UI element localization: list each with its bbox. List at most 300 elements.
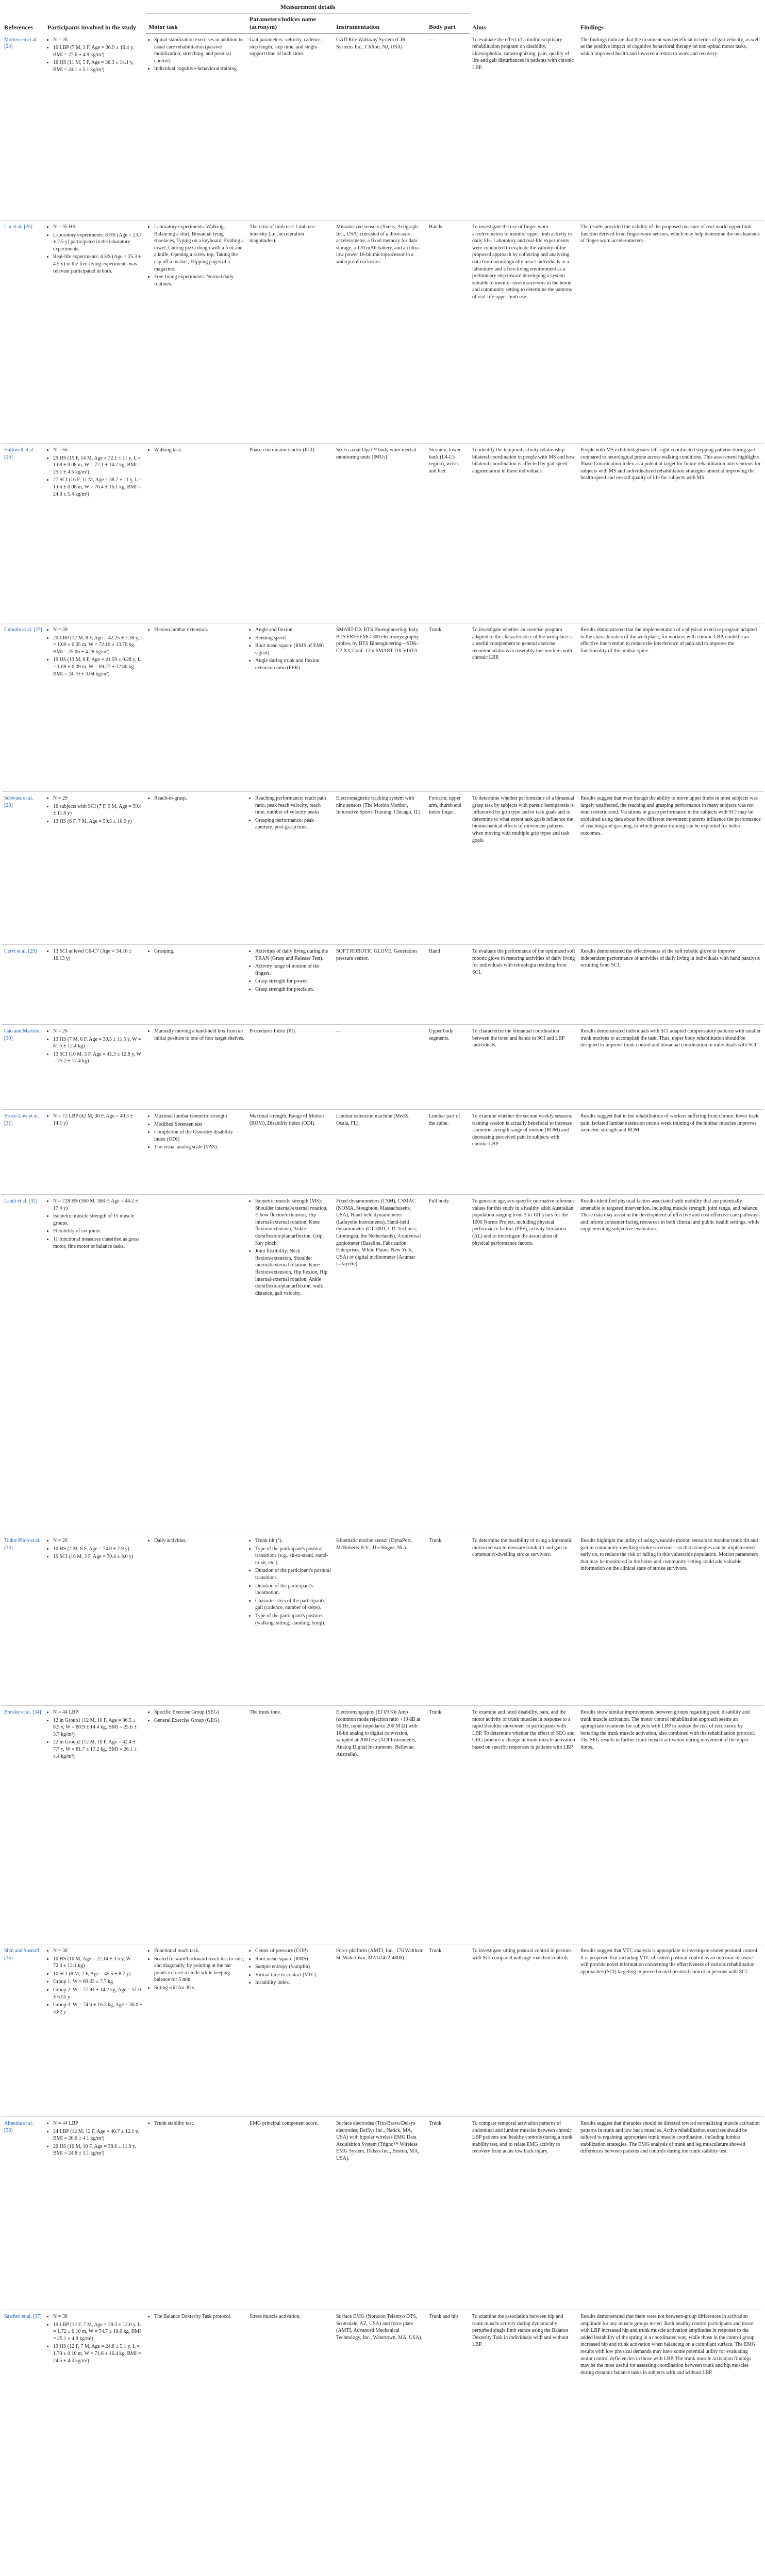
aims-cell — [470, 221, 578, 444]
aims-text: To evaluate the performance of the optimized soft robotic glove in restoring activities of daily living for individuals with tetraplegia resulting from SCI. — [472, 948, 575, 975]
reference-cell[interactable] — [2, 792, 45, 945]
motor-task-cell — [146, 1706, 247, 1944]
list-item: • N = 44 LBP — [53, 1709, 143, 1716]
parameters-text: EMG principal component score. — [250, 2121, 319, 2126]
list-item: • N = 728 HS (360 M, 368 F, Age = 44.2 ± 17.4 y) — [53, 1198, 143, 1212]
list-item: • 16 HS (11 M, 5 F, Age = 36.3 ± 14.1 y, BMI = 24.1 ± 5.1 kg/m²) — [53, 59, 143, 73]
parameters-text: Phase coordination index (PCI). — [250, 447, 316, 453]
list-item: • Instability index. — [255, 1979, 331, 1987]
participants-list — [47, 2120, 143, 2157]
reference-cell[interactable] — [2, 1025, 45, 1110]
list-item: • Duration of the participant's locomotion. — [255, 1583, 331, 1597]
body-part-text: Trunk. — [429, 1538, 443, 1544]
list-item: • Duration of the participant's postural transitions. — [255, 1567, 331, 1581]
list-item: • N = 26 — [53, 37, 143, 44]
list-item: • Isometric muscle strength of 15 muscle groups. — [53, 1213, 143, 1227]
body-part-text: Hands — [429, 224, 442, 230]
findings-text: Results suggest that even though the ability to move upper limbs in most subjects was largely unaffected, the reaching and grasping performance in many subjects was not much deteriorated. Variations in grasp performance in the subjects with SCI may be explained using data about how different movement patterns influence the performance of reaching and grasping, to which greater training can be exploited for better outcomes. — [580, 795, 761, 836]
participants-list — [47, 1113, 143, 1127]
list-item: • 20 LBP (12 M, 8 F, Age = 42.25 ± 7.38 y, L = 1.69 ± 0.05 m, W = 72.10 ± 13.70 kg, BMI = 25.06 ± 4.28 kg/m²) — [53, 635, 143, 656]
participants-cell — [45, 33, 146, 221]
body-part-text: Trunk — [429, 1948, 442, 1954]
parameters-cell — [247, 945, 334, 1025]
reference-link[interactable]: Cervi et al. [29] — [4, 948, 37, 954]
reference-cell[interactable] — [2, 1534, 45, 1706]
motor-task-cell — [146, 1534, 247, 1706]
list-item: • Specific Exercise Group (SEG) — [154, 1709, 244, 1716]
list-item: • 19 HS (12 F, 7 M, Age = 24.8 ± 5.1 y, L = 1.70 ± 0.10 m, W = 71.6 ± 16.4 kg, BMI = 24.5 ± 4.3 kg/m²) — [53, 2343, 143, 2364]
instrumentation-text: Lumbar extension machine (MedX, Ocala, FL). — [336, 1113, 410, 1126]
parameters-cell — [247, 1110, 334, 1195]
parameters-cell — [247, 1195, 334, 1534]
list-item: • Laboratory experiments: 8 HS (Age = 23.7 ± 2.5 y) participated in the laboratory experiments. — [53, 232, 143, 253]
list-item: • Isometric muscle strength (MS): Shoulder internal/external rotation, Elbow flexion/extension, Hip internal/external rotation, Knee flexion/extension, Ankle dorsiflexion/plantarflexion, Grip, Key pinch. — [255, 1198, 331, 1247]
instrumentation-text: Electromagnetic tracking system with nine sensors (The Motion Monitor, Innovative Sports Training, Chicago, IL). — [336, 795, 422, 816]
parameters-text: Gait parameters: velocity, cadence, step length, step time, and single-support time of both sides. — [250, 37, 322, 57]
body-part-cell — [426, 1944, 470, 2117]
list-item: • Walking task. — [154, 447, 244, 454]
findings-text: Results identified physical factors associated with mobility that are potentially amenable to targeted intervention, including muscle strength, joint range, and balance. These data may assist in the development of effective and cost-effective care pathways and inform consumer facing resources in both clinical and public health settings, while supplementing subjective evaluation. — [580, 1198, 760, 1232]
body-part-cell — [426, 33, 470, 221]
motor-task-cell — [146, 2117, 247, 2310]
header-body-part: Body part — [426, 13, 470, 33]
body-part-text: Lumbar part of the spine. — [429, 1113, 460, 1126]
reference-link[interactable]: Liu et al. [25] — [4, 224, 32, 230]
motor-task-list — [148, 948, 244, 955]
findings-cell — [578, 1195, 763, 1534]
list-item: • Maximal lumbar isometric strength — [154, 1113, 244, 1120]
motor-task-list — [148, 1028, 244, 1042]
body-part-text: Upper body segments. — [429, 1028, 454, 1041]
aims-cell — [470, 1534, 578, 1706]
list-item: • Real-life experiments: 4 HS (Age = 25.3 ± 4.5 y) in the free-living experiments was relevant participated in both. — [53, 253, 143, 275]
parameters-list — [250, 1947, 331, 1987]
list-item: • 10 HS (2 M, 8 F, Age = 74.0 ± 7.9 y) — [53, 1546, 143, 1553]
participants-list — [47, 2313, 143, 2364]
aims-text: To generate age, sex-specific normative reference values for this study in a healthy adult Australian population ranging from 3 to 101 years for the 1000 Norms Project, including physical performance factors (PPF), activity limitation (AL) and to investigate the association of physical performance factors. — [472, 1198, 575, 1246]
header-references: References — [4, 23, 33, 31]
participants-cell — [45, 1025, 146, 1110]
reference-cell[interactable] — [2, 444, 45, 623]
parameters-cell — [247, 1025, 334, 1110]
list-item: • Grasp strength for power. — [255, 978, 331, 985]
body-part-cell — [426, 1534, 470, 1706]
participants-cell — [45, 1195, 146, 1534]
list-item: • Activity range of motion of the fingers. — [255, 963, 331, 977]
table-row — [2, 444, 763, 623]
parameters-list — [250, 948, 331, 993]
list-item: • Reach-to-grasp. — [154, 795, 244, 802]
findings-cell — [578, 444, 763, 623]
findings-cell — [578, 33, 763, 221]
reference-cell[interactable] — [2, 1944, 45, 2117]
findings-cell — [578, 1534, 763, 1706]
table-row — [2, 221, 763, 444]
body-part-cell — [426, 2117, 470, 2310]
instrumentation-cell — [334, 1110, 426, 1195]
participants-cell — [45, 1110, 146, 1195]
findings-cell — [578, 623, 763, 792]
participants-cell — [45, 1944, 146, 2117]
instrumentation-text: Kinematic motion sensor (DynaPort, McRoberts B.V., The Hague, NL). — [336, 1538, 412, 1551]
list-item: • 20 HS (10 M, 10 F, Age = 38.6 ± 11.9 y, BMI = 24.8 ± 3.1 kg/m²) — [53, 2143, 143, 2157]
list-item: • Activities of daily living during the TRAN (Grasp and Release Test). — [255, 948, 331, 962]
aims-text: To examine whether the second weekly sessions training session is actually beneficial to increase isometric strength range of motion (ROM) and decreasing perceived pain in subjects with chronic LBP. — [472, 1113, 572, 1147]
instrumentation-text: Surface electrodes (Trio/Bravo/Delsys electrodes; DelSys Inc., Natick, MA, USA) with bipolar wireless EMG Data Acquisition System (Trigno™ Wireless EMG System, Delsys Inc., Boston, MA, USA). — [336, 2121, 420, 2161]
aims-cell — [470, 2310, 578, 2576]
parameters-cell — [247, 1944, 334, 2117]
instrumentation-text: GAITRite Walkway System (CIR Systems Inc., Clifton, NJ, USA) — [336, 37, 406, 50]
findings-cell — [578, 2310, 763, 2576]
list-item: • Functional reach task. — [154, 1947, 244, 1955]
findings-text: Results demonstrated that there were not between-group differences in activation amplitude for any muscle groups tested. Both healthy control participants and those with LBP increased hip and trunk muscle activation amplitudes in response to the added instability of the spring in a coordinated way, while those in the control group increased hip and trunk activation when balancing on a compliant surface. The EMG results with low physical demands may have some potential utility for evaluating motor control deficiencies in those with LBP. The trunk muscle activation findings may be the most useful for assessing coordination between trunk and hip muscles during dynamic balance tasks in subjects with and without LBP. — [580, 2314, 756, 2376]
aims-cell — [470, 1195, 578, 1534]
reference-cell[interactable] — [2, 1110, 45, 1195]
participants-list — [47, 1537, 143, 1561]
header-parameters: Parameters/indices name (acronym) — [247, 13, 334, 33]
list-item: • Virtual time to contact (VTC) — [255, 1972, 331, 1979]
reference-link[interactable]: Shin and Sosnoff [35] — [4, 1948, 40, 1961]
list-item: • Sitting still for 30 s. — [154, 1985, 244, 1992]
body-part-cell — [426, 1195, 470, 1534]
parameters-cell — [247, 2117, 334, 2310]
parameters-list — [250, 1537, 331, 1626]
list-item: • 27 SCI (16 F, 11 M, Age = 38.7 ± 11 y, L = 1.66 ± 0.08 m, W = 76.4 ± 16.1 kg, BMI = 24.8 ± 5.4 kg/m²) — [53, 477, 143, 498]
table-row — [2, 945, 763, 1025]
reference-cell[interactable] — [2, 945, 45, 1025]
participants-cell — [45, 792, 146, 945]
instrumentation-cell — [334, 1534, 426, 1706]
list-item: • Sample entropy (SampEn) — [255, 1963, 331, 1971]
reference-cell[interactable] — [2, 2310, 45, 2576]
findings-text: Results suggest that therapies should be directed toward normalizing muscle activation patterns in trunk and low back muscles. Active rehabilitation exercises should be tailored to regaining appropriate trunk muscle coordination, including lumbar stabilization strategies. The EMG analysis of trunk and leg musculature showed differences between patients and controls during the trunk stability test. — [580, 2121, 760, 2155]
motor-task-list — [148, 37, 244, 73]
instrumentation-cell — [334, 1706, 426, 1944]
parameters-list — [250, 795, 331, 831]
body-part-cell — [426, 221, 470, 444]
findings-text: Results suggest that in the rehabilitation of workers suffering from chronic lower back pain, isolated lumbar extension once a week training of the lumbar muscles improves isometric strength and ROM. — [580, 1113, 759, 1133]
body-part-cell — [426, 792, 470, 945]
participants-cell — [45, 444, 146, 623]
findings-text: People with MS exhibited greater left-right coordinated stepping patterns during gait compared to neurological prone across walking conditions. This assessment highlights Phase Coordination Index as a potential target for future rehabilitation interventions for subjects with MS and individualized rehabilitation strategies aimed at improving the health speed and overall quality of life for subjects with MS. — [580, 447, 761, 481]
parameters-text: Maximal strength, Range of Motion (ROM), Disability index (ODI). — [250, 1113, 324, 1126]
motor-task-cell — [146, 221, 247, 444]
parameters-list — [250, 626, 331, 672]
reference-link[interactable]: Gao and Martins [30] — [4, 1028, 39, 1041]
participants-cell — [45, 221, 146, 444]
list-item: • N = 29 — [53, 795, 143, 802]
parameters-text: Stress muscle activation. — [250, 2314, 301, 2319]
findings-text: The results provided the validity of the proposed measure of real-world upper limb function derived from finger-worn sensors, which may help determine the mechanisms of finger-worn accelerometers. — [580, 224, 760, 244]
findings-text: Results highlight the utility of using wearable motion sensors to monitor trunk tilt and gait in community-dwelling stroke survivors—so that strategies can be implemented early on, to reduce the risk of falling in this vulnerable population. Motion parameters that may be monitored in the home and community setting could add valuable information on the clinical state of stroke survivors. — [580, 1538, 758, 1572]
instrumentation-text: SOFT ROBOTIC GLOVE, Generation pressure sensor. — [336, 948, 417, 961]
table-row — [2, 1944, 763, 2117]
participants-cell — [45, 2117, 146, 2310]
body-part-text: Forearm, upper arm, thumb and index finger. — [429, 795, 462, 816]
list-item: • Individual cognitive-behavioral training — [154, 65, 244, 73]
body-part-text: — — [429, 37, 434, 43]
motor-task-list — [148, 1947, 244, 1992]
participants-list — [47, 37, 143, 74]
list-item: • Trunk tilt (°). — [255, 1537, 331, 1545]
body-part-text: Trunk. — [429, 627, 443, 633]
list-item: • 19 SCI (16 M, 3 F, Age = 70.4 ± 8.0 y) — [53, 1553, 143, 1561]
instrumentation-cell — [334, 623, 426, 792]
body-part-text: Hand — [429, 948, 440, 954]
table-row — [2, 2310, 763, 2576]
motor-task-cell — [146, 1025, 247, 1110]
instrumentation-text: — — [336, 1028, 341, 1034]
list-item: • 24 LBP (12 M, 12 F, Age = 40.7 ± 12.1 y, BMI = 26.6 ± 4.1 kg/m²) — [53, 2128, 143, 2142]
findings-cell — [578, 792, 763, 945]
reference-cell[interactable] — [2, 1195, 45, 1534]
table-row — [2, 1534, 763, 1706]
aims-cell — [470, 1944, 578, 2117]
reference-link[interactable]: Tudor-Pilon et al. [33] — [4, 1538, 41, 1551]
aims-cell — [470, 1706, 578, 1944]
list-item: • 22 in Group2 (12 M, 10 F, Age = 42.4 ± 7.7 y, W = 81.7 ± 17.2 kg, BMI = 26.1 ± 4.4 kg/m²) — [53, 1739, 143, 1760]
body-part-cell — [426, 444, 470, 623]
participants-list — [47, 795, 143, 825]
list-item: • Root mean square (RMS of EMG signal) — [255, 642, 331, 656]
reference-cell[interactable] — [2, 33, 45, 221]
list-item: • 13 SCI (10 M, 3 F, Age = 41.3 ± 12.8 y, W = 75.2 ± 17.4 kg) — [53, 1051, 143, 1065]
participants-cell — [45, 945, 146, 1025]
header-motor-task: Motor task — [146, 13, 247, 33]
body-part-text: Trunk — [429, 1709, 442, 1715]
participants-list — [47, 948, 143, 962]
instrumentation-cell — [334, 945, 426, 1025]
header-measurement-details: Measurement details — [146, 0, 470, 13]
instrumentation-cell — [334, 221, 426, 444]
aims-text: To investigate whether an exercise program adapted to the characteristics of the workplace is a useful complement to general exercise recommendations in assembly line workers with chronic LBP. — [472, 627, 573, 661]
list-item: • 10 SCI (8 M, 2 F, Age = 45.5 ± 8.7 y) — [53, 1971, 143, 1978]
motor-task-list — [148, 1537, 244, 1545]
participants-list — [47, 1028, 143, 1065]
motor-task-cell — [146, 33, 247, 221]
findings-cell — [578, 221, 763, 444]
reference-link[interactable]: Halliwell et al. [26] — [4, 447, 35, 460]
instrumentation-text: Surface EMG (Noraxon Telemyo DTS, Scottsdale, AZ, USA) and force plate (AMTI, Advanced Mechanical Technology, Inc., Watertown, MA, USA). — [336, 2314, 423, 2341]
participants-cell — [45, 1534, 146, 1706]
participants-list — [47, 224, 143, 275]
table-row — [2, 1195, 763, 1534]
body-part-cell — [426, 2310, 470, 2576]
findings-cell — [578, 2117, 763, 2310]
list-item: • Grasping performance: peak aperture, post-grasp time. — [255, 817, 331, 831]
aims-text: To identify the temporal activity relationship bilateral coordination in people with MS and how bilateral coordination is affected by gait speed augmentation in these individuals. — [472, 447, 575, 474]
table-row — [2, 623, 763, 792]
findings-cell — [578, 1025, 763, 1110]
list-item: • 19 LBP (12 F, 7 M, Age = 29.3 ± 12.6 y, L = 1.72 ± 0.10 m, W = 74.7 ± 18.0 kg, BMI = 25.1 ± 4.8 kg/m²) — [53, 2321, 143, 2343]
motor-task-cell — [146, 1944, 247, 2117]
motor-task-list — [148, 2313, 244, 2320]
list-item: • N = 29 — [53, 1537, 143, 1545]
findings-text: Results show similar improvements between groups regarding pain, disability and trunk muscle activation. The motor control rehabilitation approach seems an appropriate treatment for subjects with LBP to reduce the risk of recurrence by bettering the trunk muscle activation, also combined with the rehabilitation protocol. The SEG results in further trunk muscle activation during movement of the upper limbs. — [580, 1709, 755, 1750]
instrumentation-text: Fixed dynamometers (CSM), CSMAC (NOMA, Stoughton, Massachusetts, USA), Hand-held dynamometer (Lafayette Instruments), Hand-held dynamometer (CT 3001, CIT Technics, Groningen, the Netherlands), A universal goniometer (Baseline, Fabrication Enterprises, White Plains, New York, USA) or digital inclinometer (Acumar Lafayette). — [336, 1198, 421, 1267]
parameters-list — [250, 1198, 331, 1297]
body-part-cell — [426, 1025, 470, 1110]
parameters-cell — [247, 792, 334, 945]
instrumentation-cell — [334, 1195, 426, 1534]
motor-task-list — [148, 2120, 244, 2127]
list-item: • 29 HS (15 F, 14 M, Age = 32.1 ± 11 y, L = 1.68 ± 0.08 m, W = 72.1 ± 14.2 kg, BMI = 25.1 ± 4.5 kg/m²) — [53, 455, 143, 476]
reference-link[interactable]: Lahdi et al. [32] — [4, 1198, 38, 1204]
list-item: • Spinal stabilization exercises in addition to usual care rehabilitation (passive mobilization, stretching, and postural control) — [154, 37, 244, 64]
body-part-cell — [426, 1110, 470, 1195]
list-item: • Angle during trunk and flexion extension ratio (FER). — [255, 657, 331, 671]
motor-task-list — [148, 224, 244, 287]
findings-text: Results demonstrated the effectiveness of the soft robotic glove to improve independent performance of activities of daily living in individuals with hand paralysis resulting from SCI. — [580, 948, 760, 969]
motor-task-list — [148, 447, 244, 454]
list-item: • Flexion lumbar extension. — [154, 626, 244, 634]
parameters-cell — [247, 221, 334, 444]
reference-cell[interactable] — [2, 221, 45, 444]
reference-link[interactable]: Cimolin et al. [27] — [4, 627, 42, 633]
instrumentation-cell — [334, 1025, 426, 1110]
participants-cell — [45, 1706, 146, 1944]
motor-task-cell — [146, 792, 247, 945]
reference-cell[interactable] — [2, 623, 45, 792]
list-item: • Group 1: W = 69.43 ± 7.7 kg — [53, 1978, 143, 1986]
findings-text: The findings indicate that the treatment was beneficial in terms of gait velocity, as well as the positive impact of cognitive behavioral therapy on non-spinal motor tasks, which improved health and lowered a return to work and recovery. — [580, 37, 760, 57]
findings-text: Results demonstrated that the implementation of a physical exercise program adapted to the characteristics of the workplace, for workers with chronic LBP, could be an effective intervention to reduce the interference of pain and to improve the functionality of the lumbar spine. — [580, 627, 757, 654]
table-row — [2, 792, 763, 945]
list-item: • Joint flexibility: Neck flexion/extension, Shoulder internal/external rotation, Knee flexion/extension, Hip flexion, Hip internal/external rotation, Ankle dorsiflexion/plantarflexion, walk distance, gait velocity. — [255, 1248, 331, 1297]
aims-text: To compare temporal activation patterns of abdominal and lumbar muscles between chronic LBP patients and healthy controls during a trunk stability test, and to relate EMG activity to recovery from acute low back injury. — [472, 2121, 573, 2155]
aims-text: To determine the feasibility of using a kinematic motion sensor to measure trunk tilt and gait in community-dwelling stroke survivors. — [472, 1538, 572, 1558]
body-part-cell — [426, 623, 470, 792]
instrumentation-text: Force platform (AMTI, Inc., 176 Waltham St, Watertown, MA 02472-4800) — [336, 1948, 424, 1961]
list-item: • Root mean square (RMS) — [255, 1956, 331, 1963]
list-item: • The Balance Dexterity Task protocol. — [154, 2313, 244, 2320]
aims-text: To evaluate the effect of a multidisciplinary rehabilitation program on disability, kinesiophobia, catastrophizing, pain, quality of life and gait disturbances in patients with chronic LBP. — [472, 37, 574, 71]
aims-text: To investigate the use of finger-worn accelerometers to monitor upper limb activity in daily life. Laboratory and real-life experiments were conducted to evaluate the validity of the proposed approach by collecting and analyzing data from neurologically intact individuals in a laboratory and a free-living environment as a preliminary step toward developing a system suitable to monitor stroke survivors in the home and community setting to determine the patterns of real-life upper limb use. — [472, 224, 572, 300]
list-item: • Type of the participant's postural transitions (e.g., sit-to-stand, stand-to-sit, etc.). — [255, 1546, 331, 1567]
header-participants: Participants involved in the study — [47, 23, 137, 31]
studies-table — [2, 0, 763, 2576]
list-item: • Group 2: W = 77.91 ± 14.2 kg, Age = 51.0 ± 6.55 y — [53, 1987, 143, 2001]
aims-cell — [470, 1025, 578, 1110]
parameters-cell — [247, 1534, 334, 1706]
list-item: • 13 SCI at level C6-C7 (Age = 34.16 ± 16.13 y) — [53, 948, 143, 962]
motor-task-cell — [146, 444, 247, 623]
findings-cell — [578, 1706, 763, 1944]
table-row — [2, 1110, 763, 1195]
instrumentation-text: Six tri-axial Opal™ body worn inertial monitoring units (IMUs). — [336, 447, 417, 460]
parameters-cell — [247, 623, 334, 792]
reference-link[interactable]: Mortensen et al. [24] — [4, 37, 38, 50]
aims-text: To examine and rated disability, pain, and the motor activity of trunk muscles in response to a rapid shoulder movement in participants with LBP. To determine whether the effect of SEG and GEG produce a change in trunk muscle activation based on specific responses in patients with LBP. — [472, 1709, 575, 1750]
participants-list — [47, 626, 143, 677]
header-findings: Findings — [580, 23, 604, 31]
list-item: • General Exercise Group (GEG). — [154, 1717, 244, 1724]
findings-cell — [578, 1110, 763, 1195]
list-item: • N = 38 — [53, 2313, 143, 2320]
list-item: • Daily activities. — [154, 1537, 244, 1545]
list-item: • Reaching performance: reach path ratio, peak reach velocity, reach time, number of velocity peaks. — [255, 795, 331, 816]
instrumentation-cell — [334, 792, 426, 945]
aims-text: To investigate sitting postural control in persons with SCI compared with age-matched controls. — [472, 1948, 572, 1961]
header-aims: Aims — [472, 23, 486, 31]
reference-cell[interactable] — [2, 1706, 45, 1944]
reference-link[interactable]: Sawhey et al. [37] — [4, 2314, 42, 2319]
reference-link[interactable]: Almeida et al. [36] — [4, 2121, 34, 2133]
list-item: • 16 subjects with SCI (7 F, 9 M, Age = 59.4 ± 11.8 y) — [53, 803, 143, 817]
aims-cell — [470, 2117, 578, 2310]
list-item: • N = 44 LBP — [53, 2120, 143, 2127]
table-row — [2, 2117, 763, 2310]
list-item: • 10 HS (10 M, Age = 22.14 ± 3.5 y, W = 72.4 ± 12.1 kg) — [53, 1956, 143, 1970]
reference-link[interactable]: Schwarz et al. [28] — [4, 795, 34, 808]
body-part-cell — [426, 1706, 470, 1944]
body-part-cell — [426, 945, 470, 1025]
list-item: • Grasping. — [154, 948, 244, 955]
list-item: • The visual analog scale (VAS). — [154, 1144, 244, 1151]
list-item: • Trunk stability test. — [154, 2120, 244, 2127]
instrumentation-text: Miniaturized sensors (Xsens, Actigraph Inc., USA) consisted of a three-axis accelerometer, a fixed memory for data storage, a 170 mAh battery, and an ultra-low power 16-bit microprocessor in a waterproof enclosure. — [336, 224, 421, 265]
list-item: • Type of the participant's postures (walking, sitting, standing, lying). — [255, 1613, 331, 1626]
findings-text: Results demonstrated individuals with SCI adapted compensatory patterns with smaller trunk motions to accomplish the task. Thus, upper body rehabilitation should be designed to improve trunk control and bimanual coordination in individuals with SCI. — [580, 1028, 761, 1048]
body-part-text: Full body. — [429, 1198, 450, 1204]
reference-cell[interactable] — [2, 2117, 45, 2310]
list-item: • N = 35 HS: — [53, 224, 143, 231]
participants-cell — [45, 623, 146, 792]
table-row — [2, 1706, 763, 1944]
list-item: • Manually moving a hand-held box from an initial position to one of four target shelves. — [154, 1028, 244, 1042]
table-row — [2, 33, 763, 221]
instrumentation-cell — [334, 2117, 426, 2310]
instrumentation-cell — [334, 2310, 426, 2576]
list-item: • N = 72 LBP (42 M, 30 F, Age = 40.3 ± 14.1 y) — [53, 1113, 143, 1127]
list-item: • Modified Sorensen test — [154, 1121, 244, 1128]
list-item: • 19 HS (13 M, 6 F, Age = 41.59 ± 9.28 y, L = 1.69 ± 0.09 m, W = 69.27 ± 12.86 kg, BMI = 24.10 ± 3.04 kg/m²) — [53, 656, 143, 677]
aims-cell — [470, 444, 578, 623]
list-item: • Free-living experiments: Normal daily routines. — [154, 274, 244, 287]
aims-cell — [470, 792, 578, 945]
reference-link[interactable]: Bruce-Low et al. [31] — [4, 1113, 39, 1126]
motor-task-list — [148, 1113, 244, 1151]
list-item: • Completion of the Oswestry disability index (ODI) — [154, 1129, 244, 1143]
instrumentation-text: SMART-DX BTS Bioengineering, Italy; BTS FREEEMG 300 electromyography probes, by BTS Bioengineering—SDK-C2 X3, Conf. 12m SMART-DX VISTA. — [336, 627, 420, 654]
parameters-cell — [247, 2310, 334, 2576]
list-item: • 12 in Group1 (12 M, 10 F, Age = 36.5 ± 8.5 y, W = 80.9 ± 14.4 kg, BMI = 25.6 ± 3.7 kg/m²) — [53, 1717, 143, 1738]
list-item: • 10 LBP (7 M, 3 F, Age = 36.9 ± 16.4 y, BMI = 27.6 ± 4.9 kg/m²) — [53, 44, 143, 58]
body-part-text: Trunk — [429, 2121, 442, 2126]
motor-task-cell — [146, 945, 247, 1025]
motor-task-cell — [146, 623, 247, 792]
findings-text: Results suggest that VTC analysis is appropriate to investigate seated postural control. It is proposed that including VTC of seated postural control as an outcome measure will provide novel information concerning the effectiveness of various rehabilitation approaches (SCI) targeting improved seated postural control in persons with SCI. — [580, 1948, 759, 1975]
list-item: • Center of pressure (COP) — [255, 1947, 331, 1955]
table-body — [2, 33, 763, 2576]
aims-cell — [470, 945, 578, 1025]
reference-link[interactable]: Bonsky et al. [34] — [4, 1709, 41, 1715]
instrumentation-text: Electromyography (EI 09 Kit Amp (common mode rejection ratio >10 dB at 50 Hz, input impedance 200 M Ω) with 16-bit analog to digital conversion, sampled at 2000 Hz (ADI Instruments, Analog Digital Instruments, Bellevue, Australia). — [336, 1709, 421, 1757]
motor-task-list — [148, 626, 244, 634]
participants-list — [47, 1947, 143, 2015]
header-instrumentation: Instrumentation — [334, 13, 426, 33]
list-item: • Angle and flexion — [255, 626, 331, 634]
instrumentation-cell — [334, 444, 426, 623]
list-item: • 11 functional measures classified as gross motor, fine motor or balance tasks. — [53, 1236, 143, 1250]
aims-cell — [470, 623, 578, 792]
list-item: • Seated forward/backward reach test to side, and diagonally, by pointing at the bar points to trace a circle while keeping balance for 5 min. — [154, 1956, 244, 1984]
body-part-text: Sternum, lower back (L4-L5 region), wrists and feet. — [429, 447, 461, 474]
list-item: • Laboratory experiments: Walking, Balancing a shirt, Bimanual tying shoelaces, Typing on a keyboard, Folding a towel, Cutting pizza dough with a fork and a knife, Opening a screw top, Taking the cap off a marker, Flipping pages of a magazine. — [154, 224, 244, 273]
list-item: • 13 HS (6 F, 7 M, Age = 59.5 ± 10.9 y) — [53, 818, 143, 825]
parameters-cell — [247, 444, 334, 623]
participants-list — [47, 1198, 143, 1250]
